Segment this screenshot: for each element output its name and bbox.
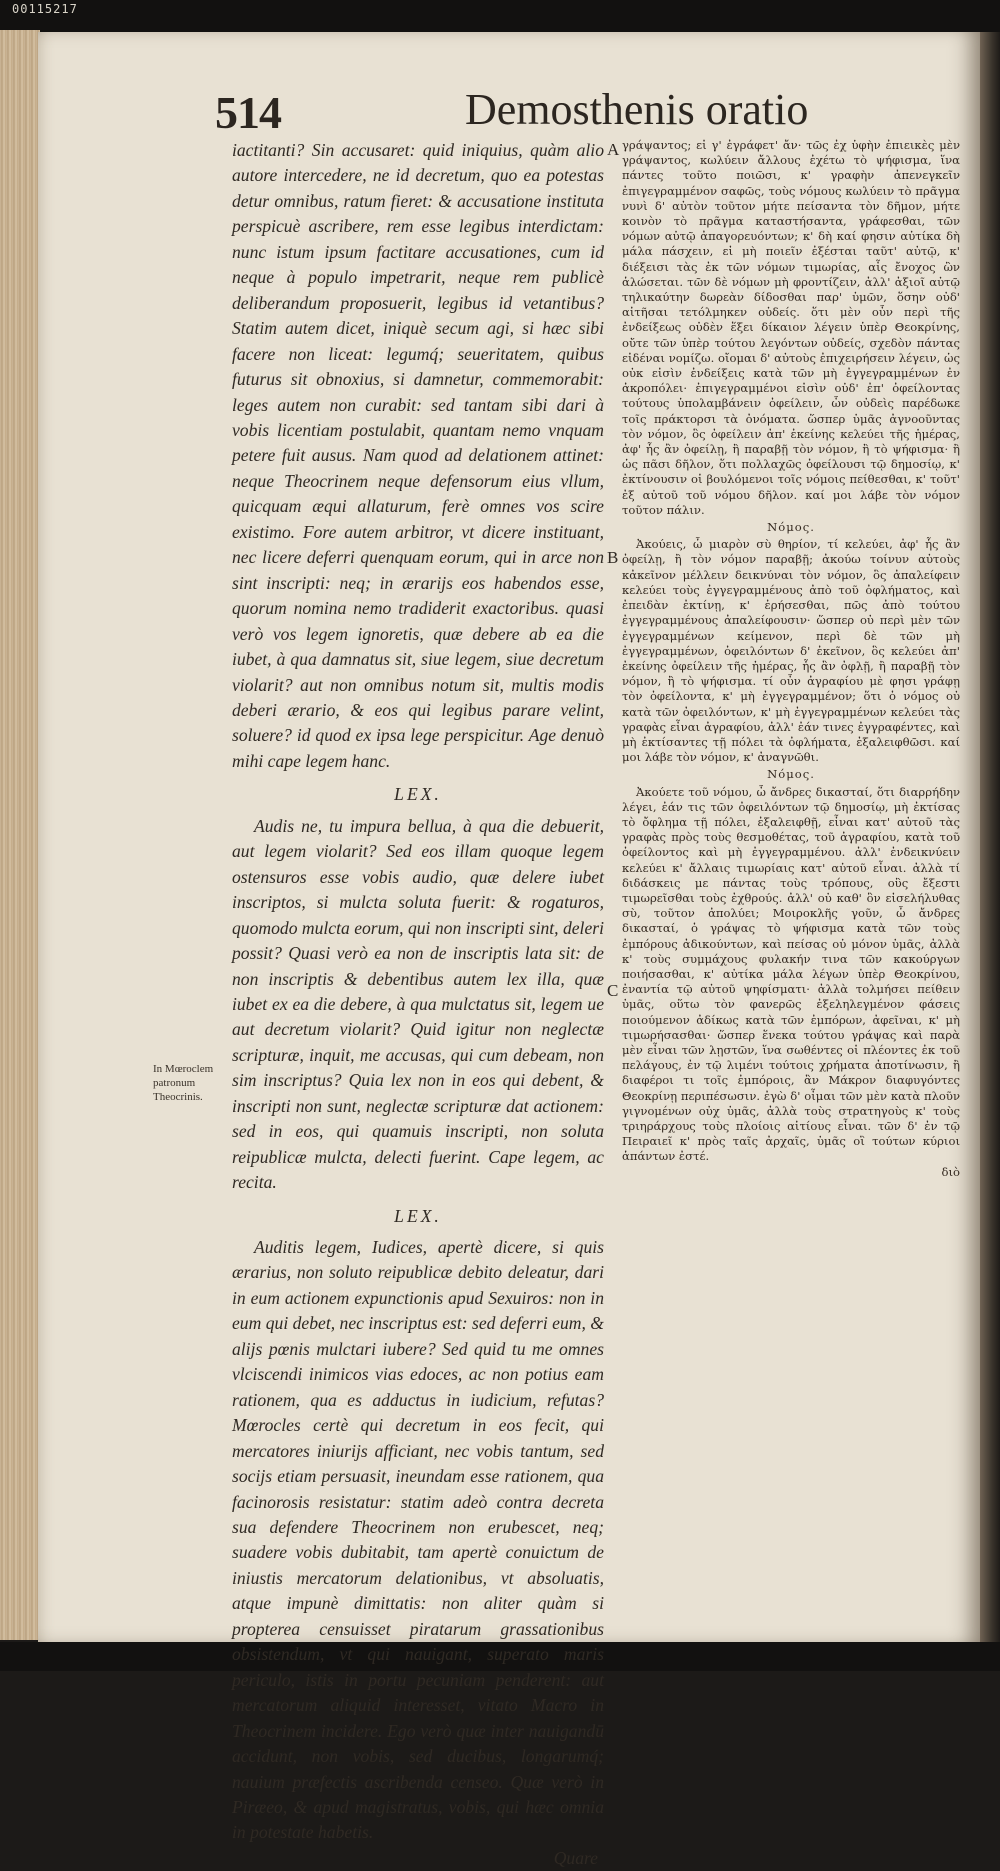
latin-lex-heading-1: LEX. [394,784,442,805]
greek-catchword: διὸ [941,1164,960,1179]
scan-top-strip [0,0,1000,32]
page-edges [0,30,40,1640]
greek-nomos-heading-1: Νόμος. [767,520,815,535]
margin-letter-c: C [607,981,619,1000]
latin-catchword: Quare [553,1847,598,1868]
marginal-note: In Mœroclem patronum Theocrinis. [153,1063,214,1103]
margin-letter-b: B [607,548,619,567]
greek-nomos-heading-2: Νόμος. [767,767,815,782]
latin-paragraph-3: Auditis legem, Iudices, apertè dicere, si quis ærarius, non soluto reipublicæ debito deleatur, dari in eum actionem expunctionis apud Sexuiros: non in eum qui debet, nec inscriptus est: sed deferri eum, & alijs pœnis mulctari iubere? Sed quid tu me omnes vlciscendi inimicos vias edoces, ac non potius eam rationem, qua es adductus in iudicium, refutas? Mœrocles certè qui decretum in eos fecit, qui mercatores iniurijs afficiant, nec vobis tantum, sed socijs etiam persuasit, ineundam esse rationem, qua facinorosis resistatur: statim adeò contra decreta sua defendere Theocrinem non erubescet, neq; suadere vobis dubitabit, tam apertè conuictum de iniustis mercatorum delationibus, vt absoluatis, atque impunè dimittatis: non aliter quàm si propterea censuisset piratarum grassationibus obsistendum, vt qui nauigant, superato maris periculo, istis in portu pecuniam penderent: aut mercatorum aliquid interesset, vitato Macro in Theocrinem incidere. Ego verò quæ inter nauigandū accidunt, non vobis, sed ducibus, longarumq́; nauium præfectis ascribenda censeo. Quæ verò in Piræeo, & apud magistratus, vobis, qui hæc omnia in potestate habetis. [232,1237,604,1843]
latin-column [232,138,604,1868]
scan-code: 00115217 [12,2,78,16]
margin-letter-a: A [607,140,620,159]
greek-paragraph-1: γράψαντος; εἰ γ' ἐγράφετ' ἄν· τῶς ἐχ ὑφὴν ἐπιεικὲς μὲν γράψαντος, κωλύειν ἄλλους ἐχέτω τὸ ψήφισμα, ἵνα πάντες τοῦτο ποιῶσι, κ' γραφὴν ἀπενεγκεῖν ἐπιγεγραμμένον σαφῶς, τοὺς νόμους κωλύειν τὸ πρᾶγμα νυνὶ δ' αὐτὸν τοῦτον μήτε πείσαντα τὸν δῆμον, μήτε κοινὸν τὸ πρᾶγμα καταστήσαντα, γράφεσθαι, τῶν νόμων αὐτῷ ἀπαγορευόντων; κ' δὴ καί φησιν αὐτίκα δὴ μάλα πάσχειν, εἰ μὴ ποιεῖν ἐξέσται ταῦτ' αὐτῷ, κ' διέξεισι τὰς ἐκ τῶν νόμων τιμωρίας, αἷς ἔνοχος ὢν ἁλώσεται. τῶν δὲ νόμων μὴ φροντίζειν, ἀλλ' ἀξιοῖ αὐτῷ τηλικαύτην δωρεὰν δίδοσθαι παρ' ὑμῶν, ὅσην οὐδ' αἰτῆσαι τετόλμηκεν οὐδείς. ὅτι μὲν οὖν περὶ τῆς ἐνδείξεως οὐδὲν ἕξει δίκαιον λέγειν ὑπὲρ Θεοκρίνης, οὔτε τῶν ὑπὲρ τούτου λεγόντων οὐδείς, σχεδὸν πάντας εἰδέναι νομίζω. οἴομαι δ' αὐτοὺς ἐπιχειρήσειν λέγειν, ὡς οὐκ εἰσὶν ἐνδείξεις κατὰ τῶν μὴ ἐγγεγραμμένων ἐν ἀκροπόλει· ἐπιγεγραμμένοι εἰσὶν οὐδ' ἐπ' ὀφείλοντας τούτους ὑπολαμβάνειν ὀφείλειν, ὧν οὐδεὶς παρέδωκε τοῖς πράκτορσι τὰ ὀνόματα. ὥσπερ ὑμᾶς ἀγνοοῦντας τὸν νόμον, ὃς ὀφείλειν ἀπ' ἐκείνης κελεύει τῆς ἡμέρας, ἀφ' ἧς ἂν ὀφείλῃ, ἢ παραβῇ τὸν νόμον, ἢ τὸ ψήφισμα· ἢ ὡς πᾶσι δῆλον, ὅτι πολλαχῶς ὀφείλουσι τῷ δημοσίῳ, κ' ἐκτίνουσιν οἱ βουλόμενοι τοῖς νόμοις πείθεσθαι, κ' τοῦτ' ἐξ αὐτοῦ τοῦ νόμου δῆλον. καί μοι λάβε τὸν νόμον τοῦτον πάλιν. [622,138,960,517]
greek-paragraph-3: Ἀκούετε τοῦ νόμου, ὦ ἄνδρες δικασταί, ὅτι διαρρήδην λέγει, ἐάν τις τῶν ὀφειλόντων τῷ δημοσίῳ, μὴ ἐκτίσας τὸ ὄφλημα τῇ πόλει, ἐξαλειφθῇ, εἶναι κατ' αὐτοῦ τὰς γραφὰς πρὸς τοὺς θεσμοθέτας, τοῦ ἀγραφίου, κατὰ τοῦ ὀφείλοντος καὶ μὴ ἐγγεγραμμένου. ἀλλ' ἐνδεικνύειν κελεύει κ' ἄλλαις τιμωρίαις κατ' αὐτοῦ εἶναι. ἀλλὰ τί διδάσκεις με πάντας τοὺς τρόπους, οὓς ἔξεστι τιμωρεῖσθαι τοὺς ἐχθρούς. ἀλλ' οὐ καθ' ὃν εἰσελήλυθας σὺ, τοῦτον ἀπολύει; Μοιροκλῆς γοῦν, ὦ ἄνδρες δικασταί, ὁ γράψας τὸ ψήφισμα κατὰ τῶν τοὺς ἐμπόρους ἀδικούντων, καὶ πείσας οὐ μόνον ὑμᾶς, ἀλλὰ κ' τοὺς συμμάχους φυλακήν τινα τῶν κακούργων ποιήσασθαι, κ' αὐτίκα μάλα λέγων ὑπὲρ Θεοκρίνου, ἐναντία τῷ αὐτοῦ ψηφίσματι· ἀλλὰ τολμήσει πείθειν ὑμᾶς, οὕτω τὸν φανερῶς ἐξεληλεγμένον φάσεις ποιούμενον ἀδίκως κατὰ τῶν ἐμπόρων, ἀφεῖναι, κ' μὴ τιμωρήσασθαι· ὥσπερ ἕνεκα τούτου γράψας καὶ παρὰ μὲν εἶναι τῶν λῃστῶν, ἵνα σωθέντες οἱ πλέοντες ἐκ τοῦ πελάγους, ἐν τῷ λιμένι τούτοις χρήματα ἀποτίνωσιν, ἢ διαφέροι τι τοῖς ἐμπόροις, ἂν Μάκρον διαφυγόντες Θεοκρίνῃ περιπέσωσιν. ἐγὼ δ' οἶμαι τῶν μὲν κατὰ πλοῦν γιγνομένων οὐχ ὑμᾶς, ἀλλὰ τοὺς στρατηγοὺς κ' τοὺς τριηράρχους τοὺς πλοίοις αἰτίους εἶναι. τῶν δ' ἐν τῷ Πειραιεῖ κ' πρὸς ταῖς ἀρχαῖς, ὑμᾶς οἳ τούτων κύριοι ἁπάντων ἐστέ. [622,784,960,1164]
greek-column [622,138,960,1378]
running-title: Demosthenis oratio [465,85,809,134]
latin-paragraph-1: iactitanti? Sin accusaret: quid iniquius, quàm alio autore intercedere, ne id decretum, quo ea potestas detur omnibus, ratum fieret: & accusatione instituta perspicuè ascribere, rem esse legibus interdictam: nunc istum ipsum factitare accusationes, cum id neque à populo impetrarit, neque rem publicè deliberandum proposuerit, legibus id vetantibus? Statim autem dicet, iniquè secum agi, si hæc sibi facere non liceat: legumq́; seueritatem, quibus futurus sit obnoxius, si damnetur, commemorabit: leges autem non curabit: sed tantam sibi dari à vobis licentiam postulabit, quantam nemo vnquam petere fuit ausus. Nam quod ad delationem attinet: neque Theocrinem neque defensorum eius vllum, quicquam æqui allaturum, ferè omnes vos scire existimo. Fore autem arbitror, vt dicere instituant, nec licere deferri quenquam eorum, qui in arce non sint inscripti: neq; in ærarijs eos habendos esse, quorum nomina nemo tradiderit exactoribus. quasi verò vos legem ignoretis, quæ debere ab ea die iubet, à qua damnatus sit, siue legem, siue decretum violarit? aut non omnibus notum sit, multis modis deberi ærario, & eos qui legibus parare velint, soluere? id quod ex ipsa lege perspicitur. Age denuò mihi cape legem hanc. [232,140,604,771]
latin-paragraph-2: Audis ne, tu impura bellua, à qua die debuerit, aut legem violarit? Sed eos illam quoque legem ostensuros esse vobis audio, quæ delere iubet inscriptos, si mulcta soluta fuerit: & rogaturos, quomodo mulcta eorum, qui non inscripti sint, deleri possit? Quasi verò ea non de inscriptis lata sit: de non inscriptis & debentibus autem lex illa, quæ iubet ex ea die debere, à qua mulctatus sit, legem ue aut decretum violarit? Quid igitur non neglectæ scripturæ, inquit, me accusas, qui cum debeam, non sim inscriptus? Quia lex non in eos qui debent, & inscripti non sunt, neglectæ scripturæ dat actionem: sed in eos, qui quamuis inscripti, non soluta reipublicæ mulcta, delecti fuerint. Cape legem, ac recita. [232,815,604,1193]
latin-lex-heading-2: LEX. [394,1205,442,1226]
greek-paragraph-2: Ἀκούεις, ὦ μιαρὸν σὺ θηρίον, τί κελεύει, ἀφ' ἧς ἂν ὀφείλῃ, ἢ τὸν νόμον παραβῇ; ἀκούω τοίνυν αὐτοὺς κἀκεῖνον μέλλειν δεικνύναι τὸν νόμον, ὃς ἀπαλείφειν κελεύει τοὺς ἐγγεγραμμένους ἀπὸ τοῦ ὀφλήματος, καὶ ἐπειδὰν ἐκτίνῃ, κ' ἐρήσεσθαι, πῶς ἀπὸ τούτου ἐγγεγραμμένους ἀπαλείφουσιν· ὥσπερ οὐ περὶ μὲν τῶν ἐγγεγραμμένων κείμενον, περὶ δὲ τῶν μὴ ἐγγεγραμμένων, ὀφειλόντων δ' ἐκεῖνον, ὃς κελεύει ἀπ' ἐκείνης ὀφείλειν τῆς ἡμέρας, ἧς ἂν ὀφλῇ, ἢ παραβῇ τὸν νόμον, ἢ τὸ ψήφισμα. τί οὖν ἀγραφίου μὲ φησι γράφῃ τὸν ὀφείλοντα, κ' μὴ ἐγγεγραμμένον; ὅτι ὁ νόμος οὐ κατὰ τῶν ὀφειλόντων, κ' μὴ ἐγγεγραμμένων κελεύει τὰς γραφὰς εἶναι ἀγραφίου, ἀλλ' ἐάν τινες ἐγγραφέντες, καὶ μὴ ἐκτίσαντες τῇ πόλει τὰ ὀφλήματα, ἐξαλειφθῶσι. καί μοι λάβε τὸν νόμον, κ' ἀναγνῶθι. [622,537,960,765]
page-number: 514 [215,87,281,138]
book-spine [980,32,1000,1642]
